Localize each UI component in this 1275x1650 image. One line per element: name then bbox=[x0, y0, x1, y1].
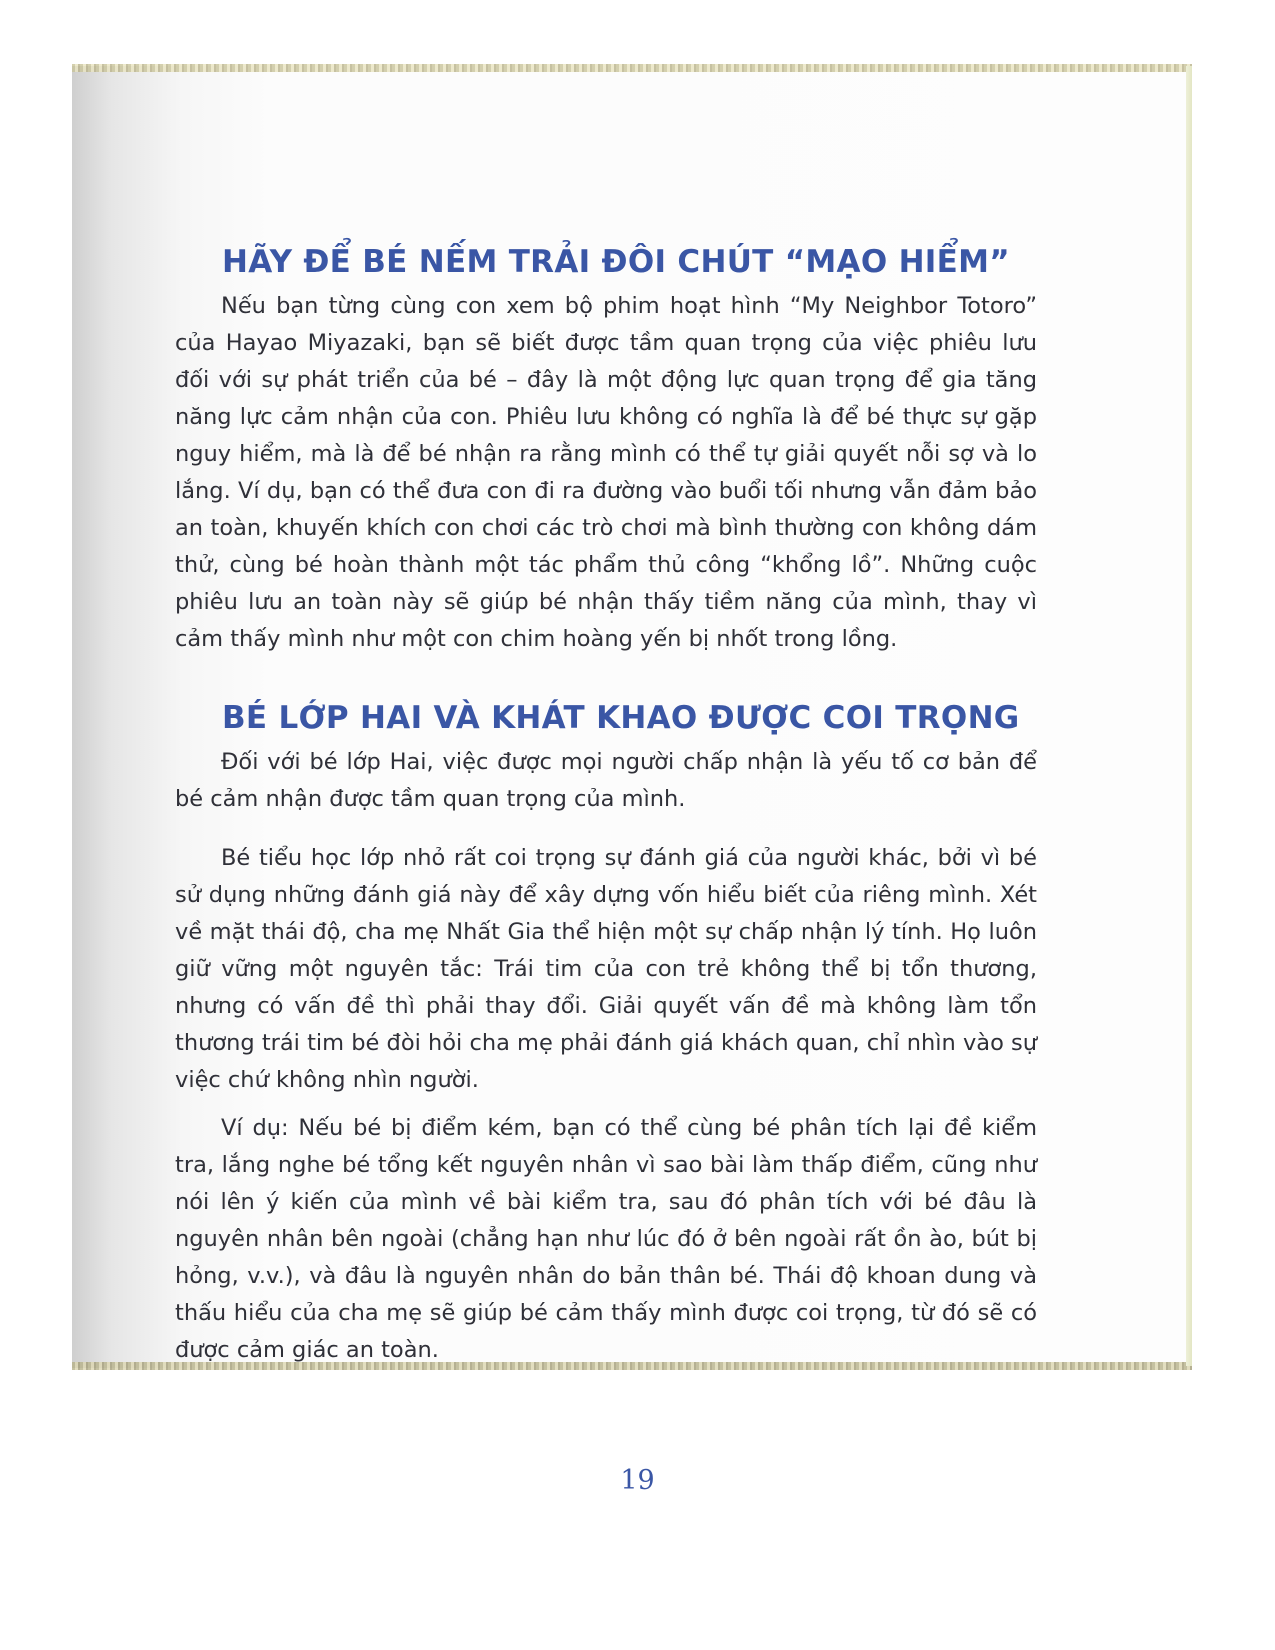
page-edge-right bbox=[1186, 66, 1192, 1366]
section-heading-second-grade: BÉ LỚP HAI VÀ KHÁT KHAO ĐƯỢC COI TRỌNG bbox=[222, 700, 1020, 736]
paragraph-example: Ví dụ: Nếu bé bị điểm kém, bạn có thể cùng bé phân tích lại đề kiểm tra, lắng nghe bé tổng kết nguyên nhân vì sao bài làm thấp điểm, cũng như nói lên ý kiến của mình về bài kiểm tra, sau đó phân tích với bé đâu là nguyên nhân bên ngoài (chẳng hạn như lúc đó ở bên ngoài rất ồn ào, bút bị hỏng, v.v.), và đâu là nguyên nhân do bản thân bé. Thái độ khoan dung và thấu hiểu của cha mẹ sẽ giúp bé cảm thấy mình được coi trọng, từ đó sẽ có được cảm giác an toàn. bbox=[175, 1115, 1037, 1363]
paragraph-adventure: Nếu bạn từng cùng con xem bộ phim hoạt hình “My Neighbor Totoro” của Hayao Miyazaki, bạn sẽ biết được tầm quan trọng của việc phiêu lưu đối với sự phát triển của bé – đây là một động lực quan trọng để gia tăng năng lực cảm nhận của con. Phiêu lưu không có nghĩa là để bé thực sự gặp nguy hiểm, mà là để bé nhận ra rằng mình có thể tự giải quyết nỗi sợ và lo lắng. Ví dụ, bạn có thể đưa con đi ra đường vào buổi tối nhưng vẫn đảm bảo an toàn, khuyến khích con chơi các trò chơi mà bình thường con không dám thử, cùng bé hoàn thành một tác phẩm thủ công “khổng lồ”. Những cuộc phiêu lưu an toàn này sẽ giúp bé nhận thấy tiềm năng của mình, thay vì cảm thấy mình như một con chim hoàng yến bị nhốt trong lồng. bbox=[175, 293, 1037, 652]
page-edge-top bbox=[72, 64, 1192, 72]
paragraph-acceptance: Đối với bé lớp Hai, việc được mọi người chấp nhận là yếu tố cơ bản để bé cảm nhận được tầm quan trọng của mình. bbox=[175, 749, 1037, 812]
section-heading-adventure: HÃY ĐỂ BÉ NẾM TRẢI ĐÔI CHÚT “MẠO HIỂM” bbox=[222, 244, 1010, 280]
paragraph-evaluation: Bé tiểu học lớp nhỏ rất coi trọng sự đánh giá của người khác, bởi vì bé sử dụng những đánh giá này để xây dựng vốn hiểu biết của riêng mình. Xét về mặt thái độ, cha mẹ Nhất Gia thể hiện một sự chấp nhận lý tính. Họ luôn giữ vững một nguyên tắc: Trái tim của con trẻ không thể bị tổn thương, nhưng có vấn đề thì phải thay đổi. Giải quyết vấn đề mà không làm tổn thương trái tim bé đòi hỏi cha mẹ phải đánh giá khách quan, chỉ nhìn vào sự việc chứ không nhìn người. bbox=[175, 845, 1037, 1093]
page-number: 19 bbox=[620, 1465, 655, 1496]
